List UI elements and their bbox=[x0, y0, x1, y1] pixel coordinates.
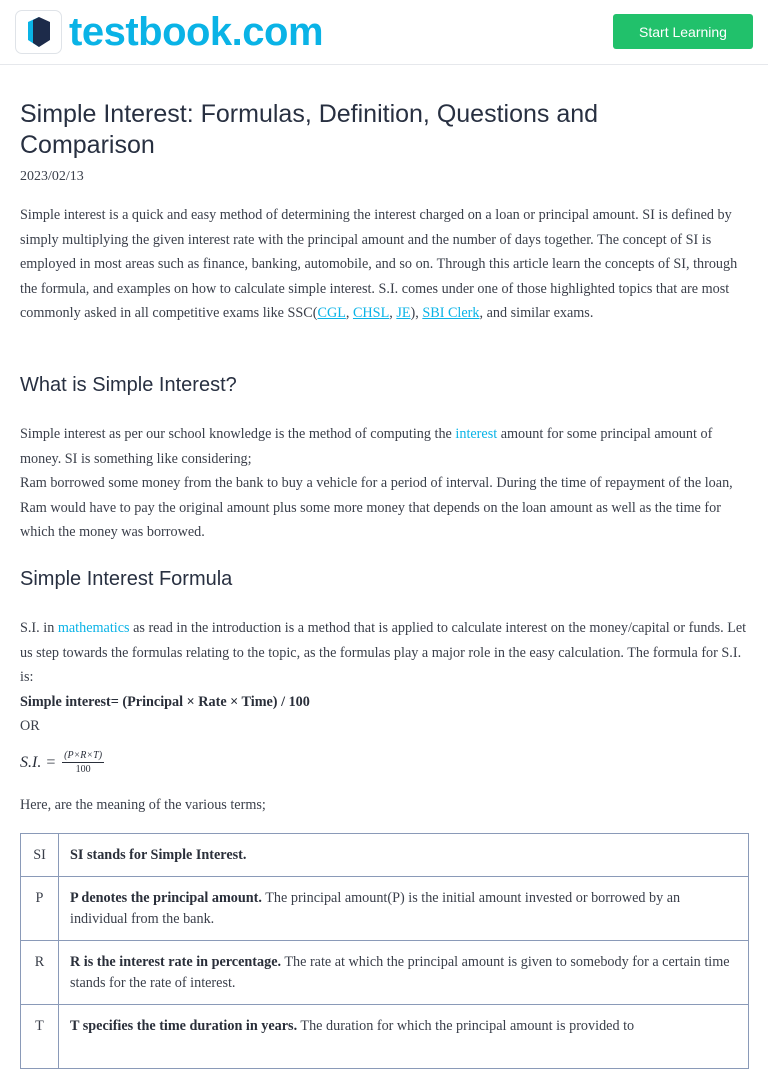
term-key: R bbox=[21, 941, 59, 1005]
si-formula bbox=[20, 750, 104, 775]
site-logo[interactable] bbox=[15, 10, 323, 54]
section1-example: Ram borrowed some money from the bank to buy a vehicle for a period of interval. During the time of repayment of the loan, Ram would have to pay the original amount plus some more money that depends on the loan amount as well as the time for which the money was borrowed. bbox=[20, 475, 733, 541]
testbook-logo-icon bbox=[15, 10, 62, 54]
intro-separator: , bbox=[389, 305, 397, 322]
term-bold: R is the interest rate in percentage. bbox=[70, 954, 282, 970]
term-bold: T specifies the time duration in years. bbox=[70, 1018, 298, 1034]
terms-table bbox=[20, 833, 749, 1069]
link-chsl[interactable]: CHSL bbox=[352, 305, 390, 322]
term-rest: The duration for which the principal amount is provided to bbox=[297, 1018, 635, 1034]
term-key: P bbox=[21, 877, 59, 941]
term-description bbox=[59, 1005, 749, 1069]
section-heading-what-is-si: What is Simple Interest? bbox=[20, 374, 237, 396]
section1-text: amount for some principal amount of money. SI is something like considering; bbox=[20, 426, 713, 467]
section1-paragraph bbox=[20, 422, 748, 545]
logo-text: testbook.com bbox=[69, 10, 324, 54]
link-je[interactable]: JE bbox=[396, 305, 411, 322]
term-bold: P denotes the principal amount. bbox=[70, 890, 262, 906]
intro-separator: ), bbox=[410, 305, 423, 322]
link-mathematics[interactable]: mathematics bbox=[57, 620, 130, 636]
link-cgl[interactable]: CGL bbox=[317, 305, 346, 322]
intro-tail: , and similar exams. bbox=[479, 305, 594, 322]
term-rest: The rate at which the principal amount is given to somebody for a certain time stands for the rate of interest. bbox=[70, 954, 730, 991]
formula-fraction bbox=[62, 750, 104, 775]
table-row bbox=[21, 1005, 749, 1069]
term-key: SI bbox=[21, 834, 59, 877]
link-interest[interactable]: interest bbox=[455, 426, 498, 442]
term-bold: SI stands for Simple Interest. bbox=[70, 847, 247, 863]
table-row bbox=[21, 877, 749, 941]
section1-text: Simple interest as per our school knowledge is the method of computing the bbox=[20, 426, 456, 442]
section2-text: S.I. in bbox=[20, 620, 58, 636]
term-description bbox=[59, 941, 749, 1005]
formula-numerator: (P×R×T) bbox=[64, 750, 103, 761]
intro-text: Simple interest is a quick and easy method of determining the interest charged on a loan or principal amount. SI is defined by simply multiplying the given interest rate with the principal amount and the number of days together. The concept of SI is employed in most areas such as finance, banking, automobile, and so on. Through this article learn the concepts of SI, through the formula, and examples on how to calculate simple interest. S.I. comes under one of those highlighted topics that are most commonly asked in all competitive exams like SSC( bbox=[20, 207, 738, 322]
or-text: OR bbox=[20, 718, 40, 735]
table-row bbox=[21, 941, 749, 1005]
page-title: Simple Interest: Formulas, Definition, Questions and Comparison bbox=[20, 100, 599, 159]
section2-text: as read in the introduction is a method that is applied to calculate interest on the money/capital or funds. Let us step towards the formulas relating to the topic, as the formulas play a major role in the easy calculation. The formula for S.I. is: bbox=[20, 620, 747, 686]
publish-date: 2023/02/13 bbox=[20, 169, 84, 184]
table-row bbox=[21, 834, 749, 877]
section2-paragraph bbox=[20, 616, 748, 739]
term-description bbox=[59, 877, 749, 941]
site-header bbox=[0, 0, 768, 65]
section-heading-si-formula: Simple Interest Formula bbox=[20, 568, 233, 590]
term-description bbox=[59, 834, 749, 877]
start-learning-button[interactable]: Start Learning bbox=[613, 14, 753, 49]
intro-paragraph bbox=[20, 203, 748, 326]
formula-denominator: 100 bbox=[75, 764, 91, 775]
formula-lhs: S.I. = bbox=[20, 753, 57, 771]
intro-separator: , bbox=[345, 305, 353, 322]
formula-text: Simple interest= (Principal × Rate × Time) / 100 bbox=[20, 693, 310, 710]
terms-intro: Here, are the meaning of the various terms; bbox=[20, 797, 266, 813]
term-key: T bbox=[21, 1005, 59, 1069]
link-sbi-clerk[interactable]: SBI Clerk bbox=[422, 305, 480, 322]
term-rest: The principal amount(P) is the initial amount invested or borrowed by an individual from the bank. bbox=[70, 890, 681, 927]
